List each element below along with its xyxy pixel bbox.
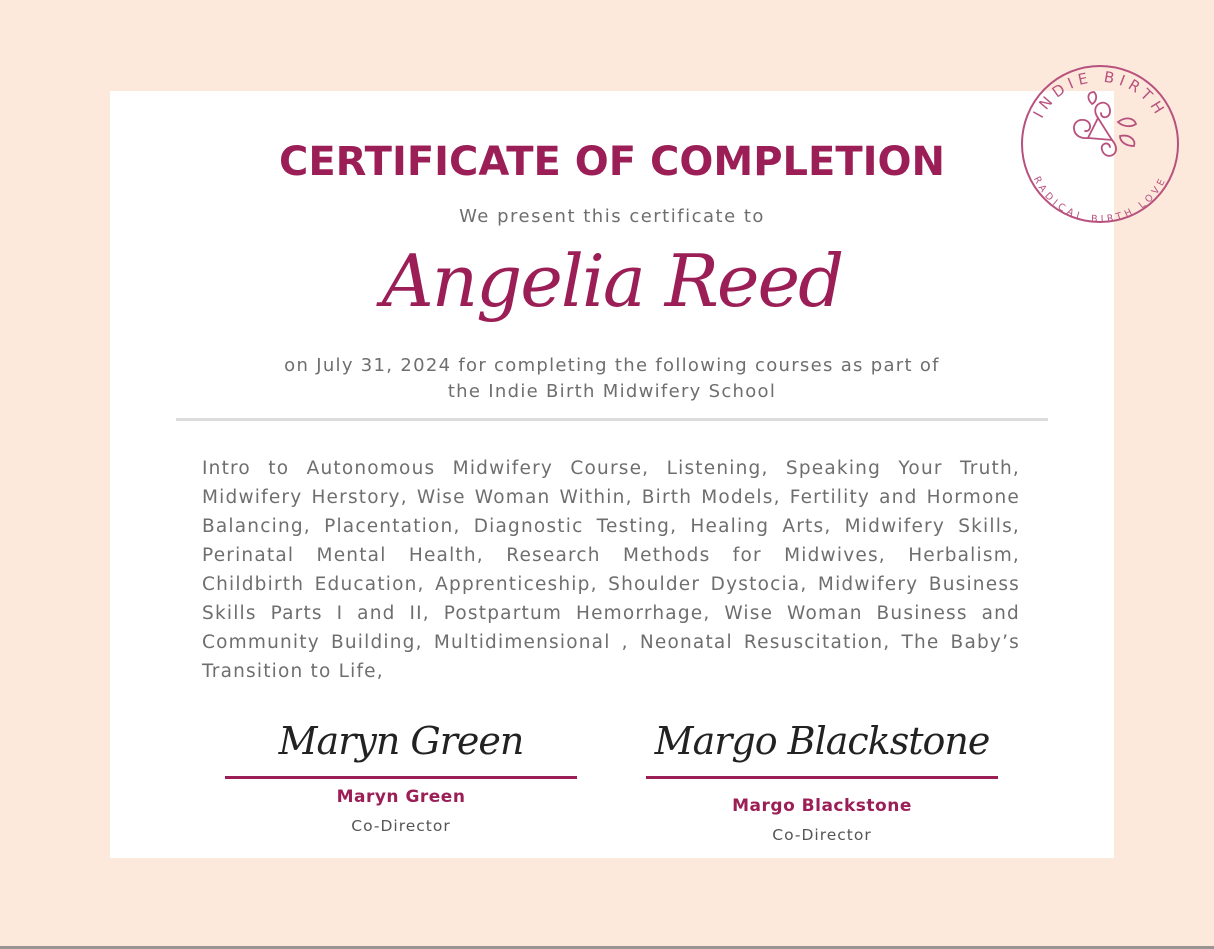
- signature-line-1: [225, 776, 577, 779]
- triple-spiral-icon: [1074, 92, 1136, 156]
- divider: [176, 418, 1048, 421]
- signature-line-2: [646, 776, 998, 779]
- certificate-card: [110, 91, 1114, 858]
- certificate-title: CERTIFICATE OF COMPLETION: [279, 139, 945, 185]
- completion-text: [260, 353, 964, 405]
- signatory-role-2: Co-Director: [772, 826, 872, 844]
- signatory-name-1: Maryn Green: [336, 787, 466, 807]
- signatory-name-2: Margo Blackstone: [732, 796, 912, 816]
- signatory-role-1: Co-Director: [351, 817, 451, 835]
- seal-top-text: INDIE BIRTH: [1029, 67, 1171, 122]
- completion-text-line2: the Indie Birth Midwifery School: [447, 381, 777, 402]
- signature-2: Margo Blackstone: [654, 719, 990, 763]
- recipient-name: Angelia Reed: [381, 239, 843, 323]
- indie-birth-seal-logo: [1006, 64, 1194, 224]
- completion-text-line1: on July 31, 2024 for completing the following courses as part of: [284, 355, 940, 376]
- seal-bottom-text: RADICAL BIRTH LOVE: [1030, 174, 1170, 224]
- signature-1: Maryn Green: [278, 719, 524, 763]
- present-text: We present this certificate to: [459, 206, 765, 227]
- courses-list: Intro to Autonomous Midwifery Course, Listening, Speaking Your Truth, Midwifery Herstory, Wise Woman Within, Birth Models, Fertility and Hormone Balancing, Placentation, Diagnostic Testing, Healing Arts, Midwifery Skills, Perinatal Mental Health, Research Methods for Midwives, Herbalism, Childbirth Education, Apprenticeship, Shoulder Dystocia, Midwifery Business Skills Parts I and II, Postpartum Hemorrhage, Wise Woman Business and Community Building, Multidimensional , Neonatal Resuscitation, The Baby’s Transition to Life,: [202, 458, 1020, 682]
